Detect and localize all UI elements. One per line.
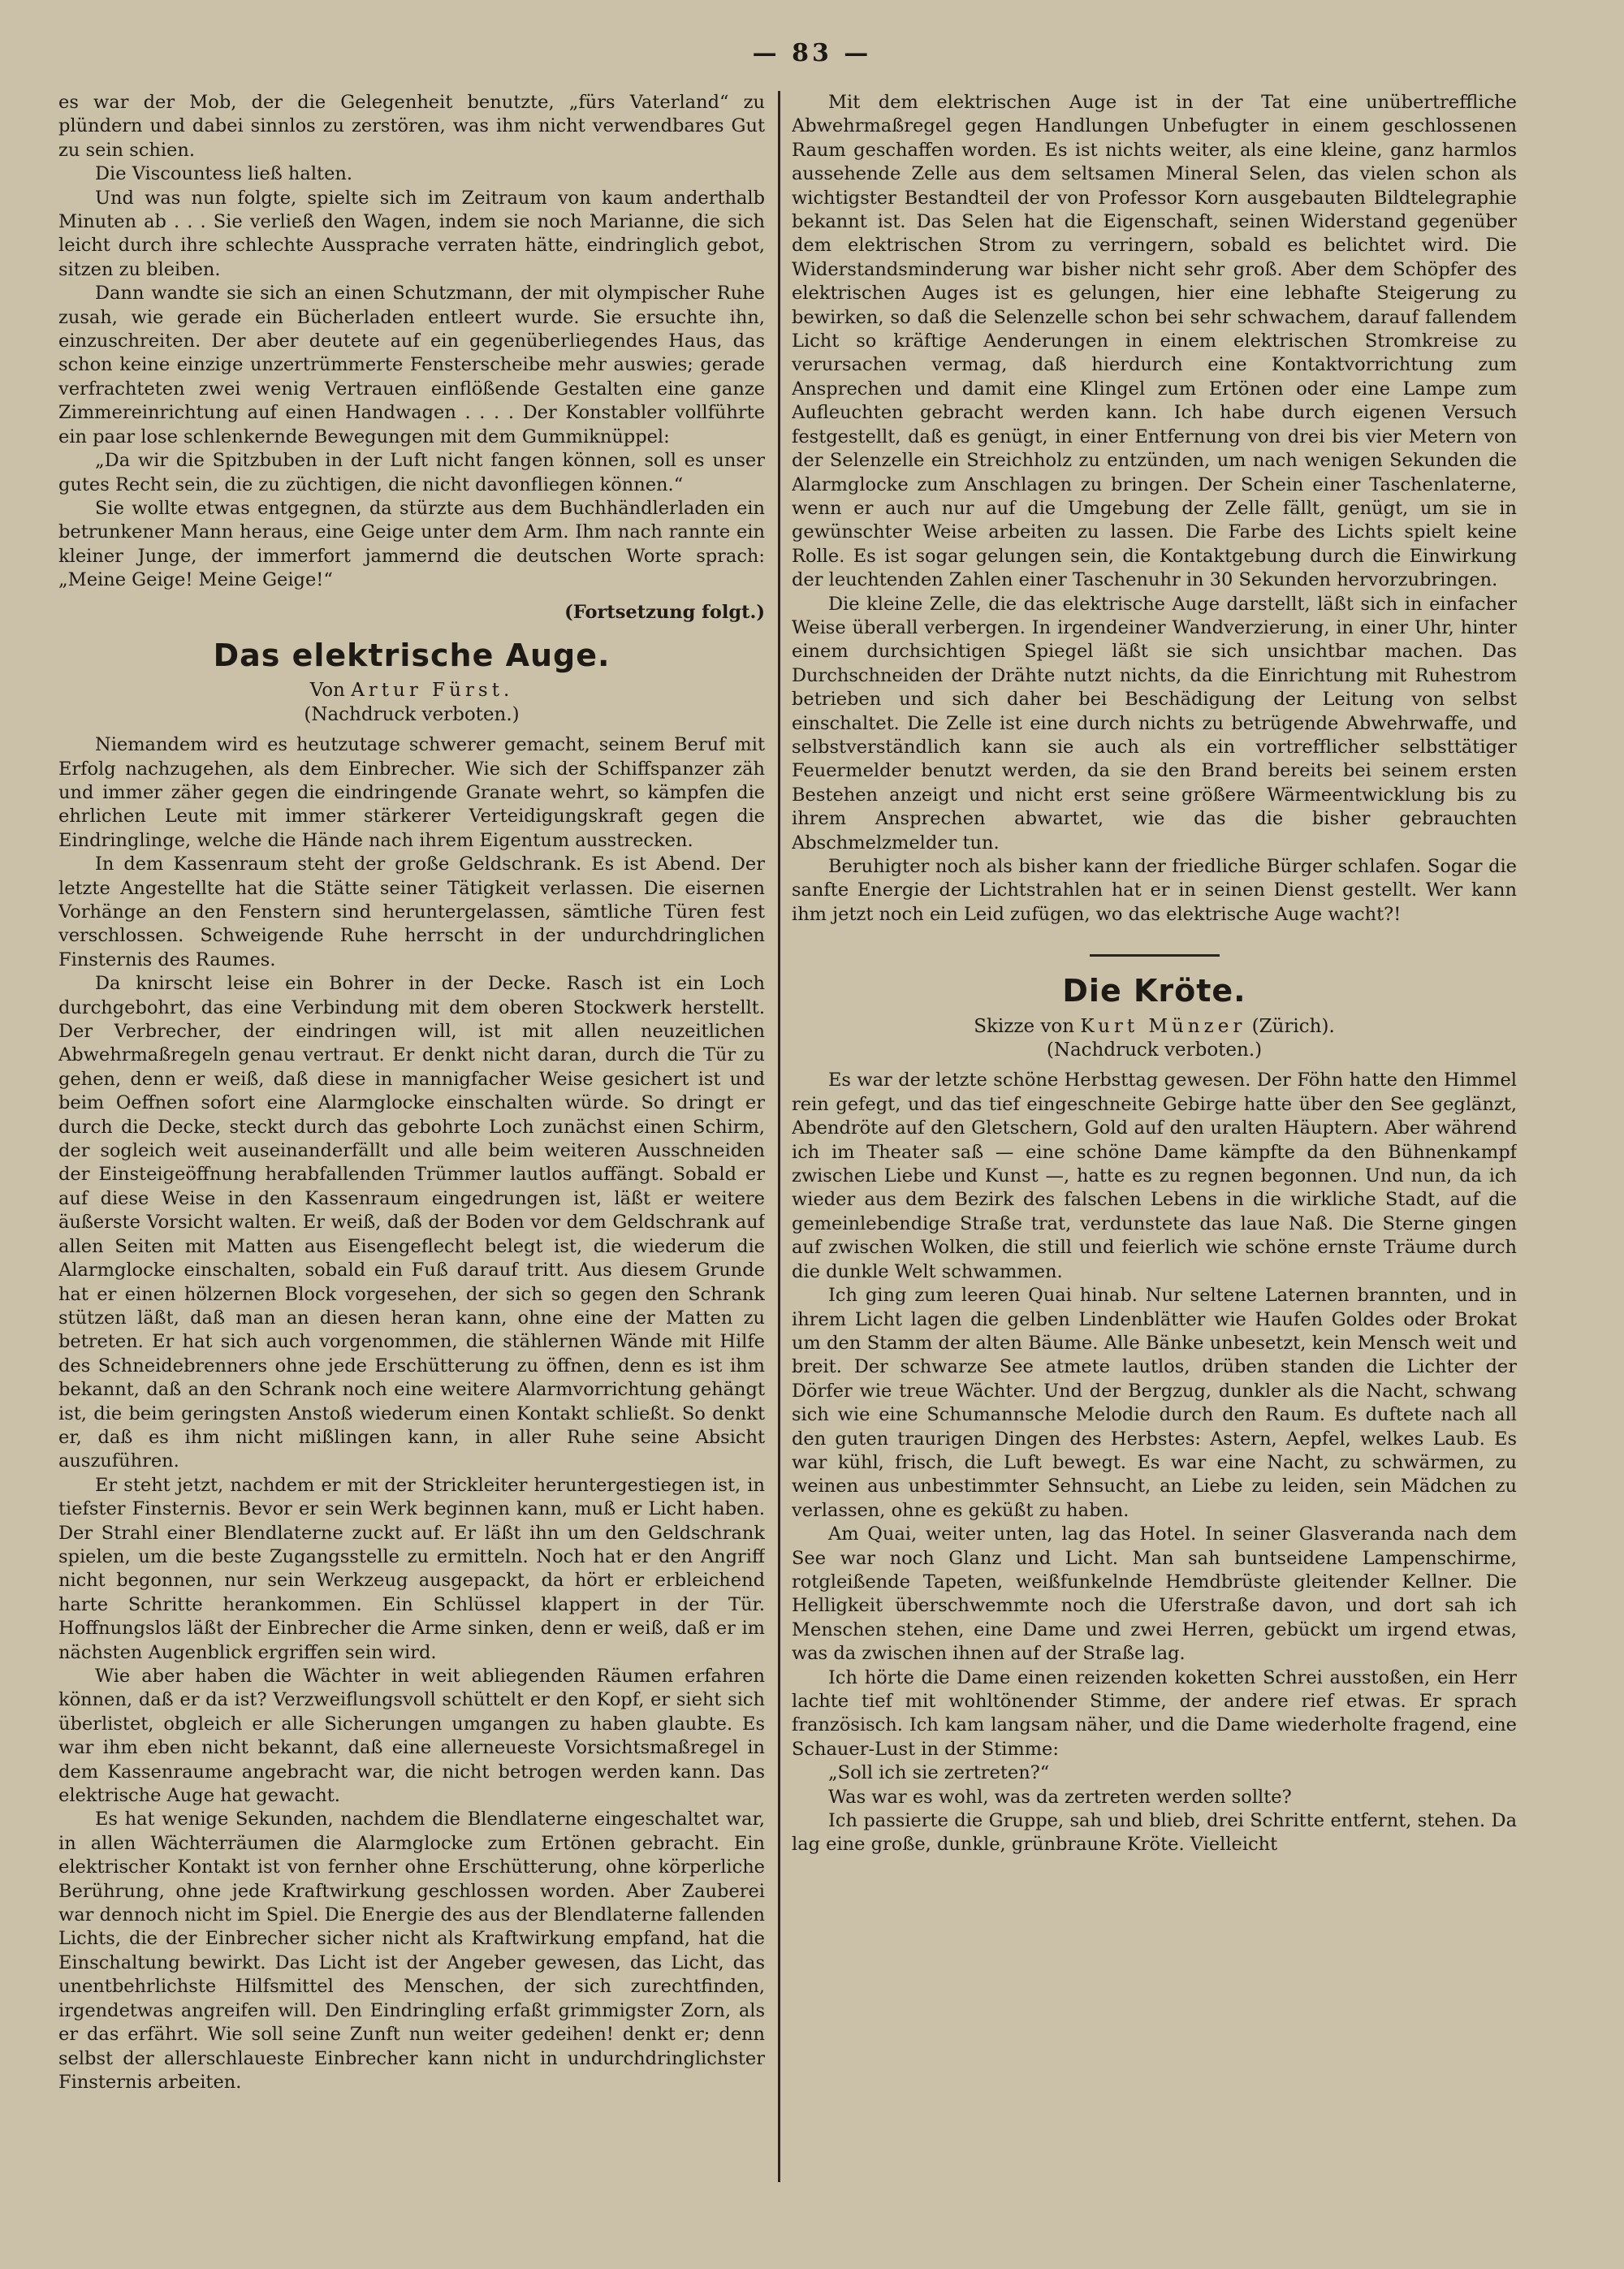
byline-prefix: Von [309, 680, 345, 702]
article-paragraph: Wie aber haben die Wächter in weit abliegenden Räumen erfahren können, daß er da ist? Verzweiflungsvoll schüttelt er den Kopf, er sieht sich überlistet, obgleich er alle Sicherungen umgangen zu haben glaubte. Es war ihm eben nicht bekannt, daß eine allerneueste Vorsichtsmaßregel in dem Kassenraume angebracht war, die nicht betrogen werden kann. Das elektrische Auge hat gewacht. [58, 1666, 765, 1807]
column-divider [778, 91, 780, 2182]
article-byline [58, 679, 765, 702]
article-paragraph: Was war es wohl, was da zertreten werden sollte? [828, 1786, 1292, 1808]
article-paragraph: Ich hörte die Dame einen reizenden koketten Schrei ausstoßen, ein Herr lachte tief mit wohltönender Stimme, der andere rief etwas. Er sprach französisch. Ich kam langsam näher, und die Dame wiederholte fragend, eine Schauer-Lust in der Stimme: [792, 1666, 1517, 1760]
serial-continuation [58, 91, 765, 625]
article-paragraph: Es war der letzte schöne Herbsttag gewesen. Der Föhn hatte den Himmel rein gefegt, und das tief eingeschneite Gebirge hatte über den See geglänzt, Abendröte auf den Gletschern, Gold auf den uralten Häuptern. Aber während ich im Theater saß — eine schöne Dame kämpfte da den Bühnenkampf zwischen Liebe und Kunst —, hatte es zu regnen begonnen. Und nun, da ich wieder aus dem Bezirk des falschen Lebens in die wirkliche Stadt, auf die gemeinlebendige Straße trat, verdunstete das laue Naß. Die Sterne gingen auf zwischen Wolken, die still und feierlich wie schöne ernste Träume durch die dunkle Welt schwammen. [792, 1070, 1517, 1282]
article-paragraph: Ich passierte die Gruppe, sah und blieb, drei Schritte entfernt, stehen. Da lag eine große, dunkle, grünbraune Kröte. Vielleicht [792, 1810, 1517, 1856]
left-column [58, 91, 765, 2180]
author-name: Kurt Münzer [1080, 1015, 1246, 1037]
article-paragraph: Die kleine Zelle, die das elektrische Auge darstellt, läßt sich in einfacher Weise überall verbergen. In irgendeiner Wandverzierung, in einer Uhr, hinter einem durchsichtigen Spiegel läßt sie sich unsichtbar machen. Das Durchschneiden der Drähte nutzt nichts, da die Einrichtung mit Ruhestrom betrieben und sich daher bei Beschädigung der Leitung von selbst einschaltet. Die Zelle ist eine durch nichts zu betrügende Abwehrwaffe, und selbstverständlich kann sie auch als ein vortrefflicher selbsttätiger Feuermelder benutzt werden, da sie den Brand bereits bei seinem ersten Bestehen anzeigt und nicht erst seine größere Wärmeentwicklung bis zu ihrem Ansprechen abwartet, wie das die bisher gebrauchten Abschmelzmelder tun. [792, 593, 1517, 854]
serial-paragraph: es war der Mob, der die Gelegenheit benutzte, „fürs Vaterland“ zu plündern und dabei sinnlos zu zerstören, was ihm nicht verwendbares Gut zu sein schien. [58, 92, 765, 161]
right-column [792, 91, 1517, 2180]
serial-paragraph: „Da wir die Spitzbuben in der Luft nicht fangen können, soll es unser gutes Recht sein, die zu züchtigen, die nicht davonfliegen können.“ [58, 450, 765, 495]
byline-prefix: Skizze von [974, 1015, 1075, 1037]
article-paragraph: Beruhigter noch als bisher kann der friedliche Bürger schlafen. Sogar die sanfte Energie der Lichtstrahlen hat er in seinen Dienst gestellt. Wer kann ihm jetzt noch ein Leid zufügen, wo das elektrische Auge wacht?! [792, 856, 1517, 925]
continuation-note: (Fortsetzung folgt.) [564, 601, 765, 623]
article-title: Die Kröte. [1062, 973, 1246, 1009]
article-paragraph: Es hat wenige Sekunden, nachdem die Blendlaterne eingeschaltet war, in allen Wächterräumen die Alarmglocke zum Ertönen gebracht. Ein elektrischer Kontakt ist von fernher ohne Erschütterung, ohne körperliche Berührung, ohne jede Kraftwirkung geschlossen worden. Aber Zauberei war dennoch nicht im Spiel. Die Energie des aus der Blendlaterne fallenden Lichts, die der Einbrecher sicher nicht als Kraftwirkung empfand, hat die Einschaltung bewirkt. Das Licht ist der Angeber gewesen, das Licht, das unentbehrlichste Hilfsmittel des Menschen, der sich zurechtfinden, irgendetwas angreifen will. Den Eindringling erfaßt grimmigster Zorn, als er das erfährt. Wie soll seine Zunft nun weiter gedeihen! denkt er; denn selbst der allerschlaueste Einbrecher kann nicht in undurchdringlichster Finsternis arbeiten. [58, 1809, 765, 2093]
reprint-notice: (Nachdruck verboten.) [304, 703, 520, 725]
article-electric-eye [58, 637, 765, 2094]
page-number: — 83 — [752, 39, 872, 67]
article-title: Das elektrische Auge. [213, 637, 611, 673]
reprint-notice: (Nachdruck verboten.) [1046, 1039, 1263, 1061]
article-electric-eye-continued [792, 91, 1517, 927]
author-name: Artur Fürst. [351, 680, 514, 702]
serial-paragraph: Dann wandte sie sich an einen Schutzmann, der mit olympischer Ruhe zusah, wie gerade ein Bücherladen entleert wurde. Sie ersuchte ihn, einzuschreiten. Der aber deutete auf ein gegenüberliegendes Haus, das schon keine einzige unzertrümmerte Fensterscheibe mehr auswies; gerade verfrachteten zwei wenig Vertrauen einflößende Gestalten eine ganze Zimmereinrichtung auf einen Handwagen . . . . Der Konstabler vollführte ein paar lose schlenkernde Bewegungen mit dem Gummiknüppel: [58, 283, 765, 447]
article-paragraph: Er steht jetzt, nachdem er mit der Strickleiter heruntergestiegen ist, in tiefster Finsternis. Bevor er sein Werk beginnen kann, muß er Licht haben. Der Strahl einer Blendlaterne zuckt auf. Er läßt ihn um den Geldschrank spielen, um die beste Zugangsstelle zu ermitteln. Noch hat er den Angriff nicht begonnen, nur sein Werkzeug ausgepackt, da hört er erbleichend harte Schritte herankommen. Ein Schlüssel klappert in der Tür. Hoffnungslos läßt der Einbrecher die Arme sinken, denn er weiß, daß er im nächsten Augenblick ergriffen sein wird. [58, 1474, 765, 1663]
section-separator [1090, 954, 1220, 957]
article-paragraph: Da knirscht leise ein Bohrer in der Decke. Rasch ist ein Loch durchgebohrt, das eine Verbindung mit dem oberen Stockwerk herstellt. Der Verbrecher, der eindringen will, ist mit allen neuzeitlichen Abwehrmaßregeln genau vertraut. Er denkt nicht daran, durch die Tür zu gehen, denn er weiß, daß diese in mannigfacher Weise gesichert ist und beim Oeffnen sofort eine Alarmglocke einschalten würde. So dringt er durch die Decke, steckt durch das gebohrte Loch zunächst einen Schirm, der sogleich weit auseinanderfällt und alle beim weiteren Ausschneiden der Einsteigeöffnung herabfallenden Trümmer lautlos auffängt. Sobald er auf diese Weise in den Kassenraum eingedrungen ist, läßt er weitere äußerste Vorsicht walten. Er weiß, daß der Boden vor dem Geldschrank auf allen Seiten mit Matten aus Eisengeflecht belegt ist, die wiederum die Alarmglocke einschalten, sobald ein Fuß darauf tritt. Aus diesem Grunde hat er einen hölzernen Block vorgesehen, der sich so gegen den Schrank stützen läßt, daß man an diesen heran kann, ohne eine der Matten zu betreten. Er hat sich auch vorgenommen, die stählernen Wände mit Hilfe des Schneidebrenners ohne jede Erschütterung zu öffnen, denn es ist ihm bekannt, daß an den Schrank noch eine weitere Alarmvorrichtung gehängt ist, die beim geringsten Anstoß wiederum einen Kontakt schließt. So denkt er, daß es ihm nicht mißlingen kann, in aller Ruhe seine Absicht auszuführen. [58, 973, 765, 1472]
serial-paragraph: Sie wollte etwas entgegnen, da stürzte aus dem Buchhändlerladen ein betrunkener Mann heraus, eine Geige unter dem Arm. Ihm nach rannte ein kleiner Junge, der immerfort jammernd die deutschen Worte sprach: „Meine Geige! Meine Geige!“ [58, 497, 765, 591]
byline-suffix: (Zürich). [1251, 1015, 1335, 1037]
serial-paragraph: Und was nun folgte, spielte sich im Zeitraum von kaum anderthalb Minuten ab . . . Sie verließ den Wagen, indem sie noch Marianne, die sich leicht durch ihre schlechte Aussprache verraten hätte, eindringlich gebot, sitzen zu bleiben. [58, 187, 765, 280]
article-paragraph: Ich ging zum leeren Quai hinab. Nur seltene Laternen brannten, und in ihrem Licht lagen die gelben Lindenblätter wie Haufen Goldes oder Brokat um den Stamm der alten Bäume. Alle Bänke unbesetzt, kein Mensch weit und breit. Der schwarze See atmete lautlos, drüben standen die Lichter der Dörfer wie treue Wächter. Und der Bergzug, dunkler als die Nacht, schwang sich wie eine Schumannsche Melodie durch den Raum. Es duftete nach all den guten traurigen Dingen des Herbstes: Astern, Aepfel, welkes Laub. Es war kühl, frisch, die Luft bewegt. Es war eine Nacht, zu schwärmen, zu weinen aus unbestimmter Sehnsucht, an Liebe zu leiden, sein Mädchen zu verlassen, ohne es geküßt zu haben. [792, 1285, 1517, 1521]
article-paragraph: „Soll ich sie zertreten?“ [828, 1762, 1050, 1784]
article-paragraph: Am Quai, weiter unten, lag das Hotel. In seiner Glasveranda nach dem See war noch Glanz und Licht. Man sah buntseidene Lampenschirme, rotgleißende Tapeten, weißfunkelnde Hemdbrüste gleitender Kellner. Die Helligkeit überschwemmte noch die Uferstraße davon, und dort sah ich Menschen stehen, eine Dame und zwei Herren, gebückt um irgend etwas, was da zwischen ihnen auf der Straße lag. [792, 1523, 1517, 1665]
article-byline [792, 1015, 1517, 1039]
article-paragraph: Niemandem wird es heutzutage schwerer gemacht, seinem Beruf mit Erfolg nachzugehen, als dem Einbrecher. Wie sich der Schiffspanzer zäh und immer zäher gegen die eindringende Granate wehrt, so kämpfen die ehrlichen Leute mit immer stärkerer Verteidigungskraft gegen die Eindringlinge, welche die Hände nach ihrem Eigentum ausstrecken. [58, 734, 765, 851]
article-toad [792, 973, 1517, 1857]
article-paragraph: In dem Kassenraum steht der große Geldschrank. Es ist Abend. Der letzte Angestellte hat die Stätte seiner Tätigkeit verlassen. Die eisernen Vorhänge an den Fenstern sind heruntergelassen, sämtliche Türen fest verschlossen. Schweigende Ruhe herrscht in der undurchdringlichen Finsternis des Raumes. [58, 854, 765, 970]
serial-paragraph: Die Viscountess ließ halten. [95, 163, 353, 185]
article-paragraph: Mit dem elektrischen Auge ist in der Tat eine unübertreffliche Abwehrmaßregel gegen Handlungen Unbefugter in einem geschlossenen Raum geschaffen worden. Es ist nichts weiter, als eine kleine, ganz harmlos aussehende Zelle aus dem seltsamen Mineral Selen, das vielen schon als wichtigster Bestandteil der von Professor Korn ausgebauten Bildtelegraphie bekannt ist. Das Selen hat die Eigenschaft, seinen Widerstand gegenüber dem elektrischen Strom zu verringern, sobald es belichtet wird. Die Widerstandsminderung war bisher nicht sehr groß. Aber dem Schöpfer des elektrischen Auges ist es gelungen, hier eine lebhafte Steigerung zu bewirken, so daß die Selenzelle schon bei sehr schwachem, darauf fallendem Licht so kräftige Aenderungen in einem elektrischen Stromkreise zu verursachen vermag, daß hierdurch eine Kontaktvorrichtung zum Ansprechen und damit eine Klingel zum Ertönen oder eine Lampe zum Aufleuchten gebracht werden kann. Ich habe durch eigenen Versuch festgestellt, daß es genügt, in einer Entfernung von drei bis vier Metern von der Selenzelle ein Streichholz zu entzünden, um nach wenigen Sekunden die Alarmglocke zum Anschlagen zu bringen. Der Schein einer Taschenlaterne, wenn er auch nur auf die Umgebung der Zelle fällt, genügt, um sie in gewünschter Weise arbeiten zu lassen. Die Farbe des Lichts spielt keine Rolle. Es ist sogar gelungen sein, die Kontaktgebung durch die Einwirkung der leuchtenden Zahlen einer Taschenuhr in 30 Sekunden hervorzubringen. [792, 92, 1517, 591]
